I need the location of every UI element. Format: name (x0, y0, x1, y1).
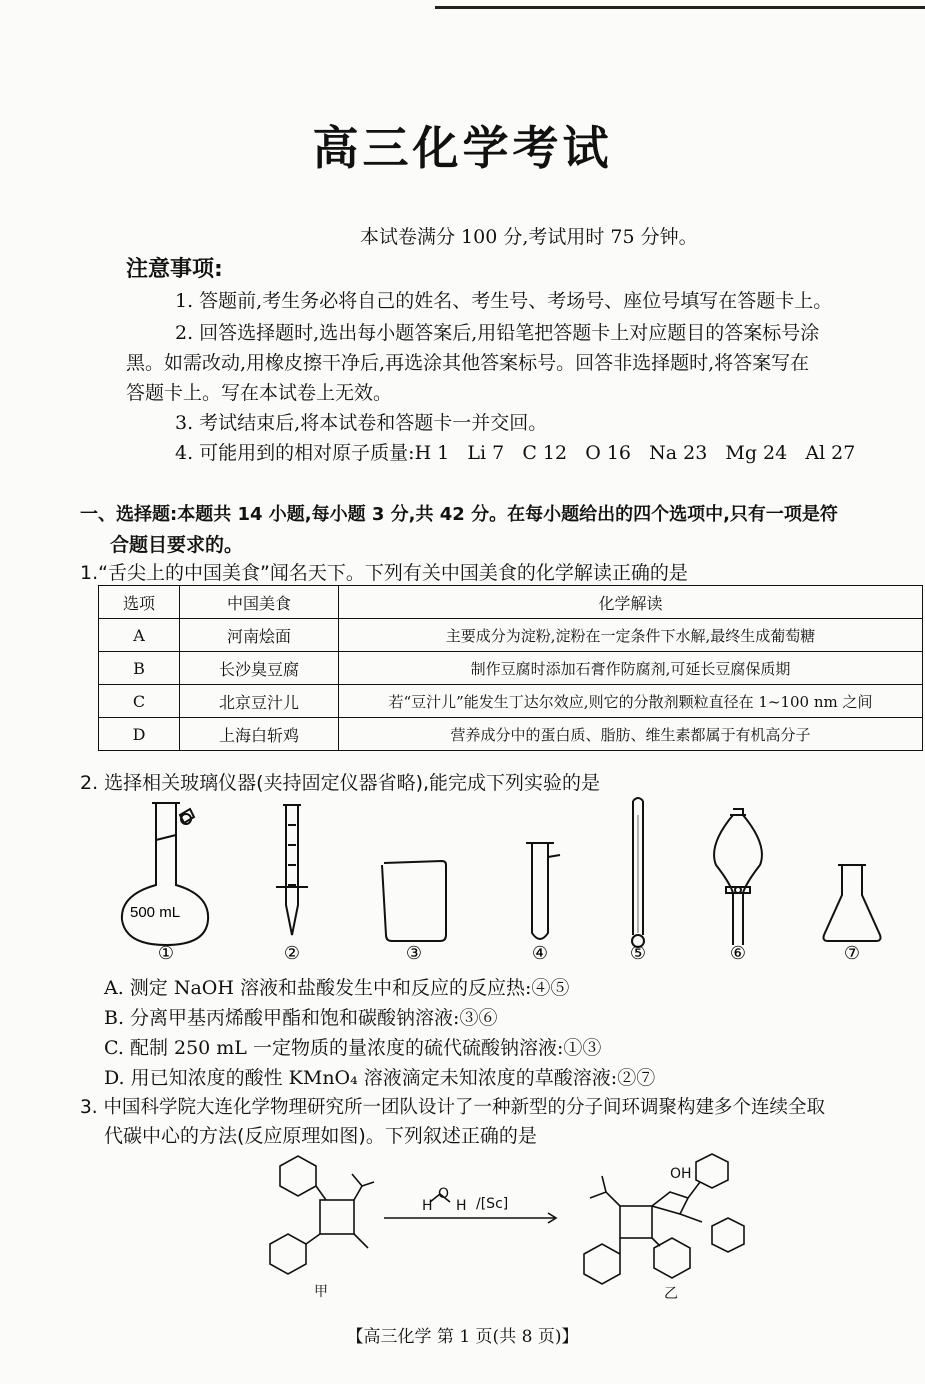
table-cell-option: C (99, 685, 180, 718)
table-cell-interpretation: 制作豆腐时添加石膏作防腐剂,可延长豆腐保质期 (339, 652, 923, 685)
table-header-row (99, 586, 923, 619)
apparatus-number-6: ⑥ (729, 943, 747, 964)
table-cell-food: 北京豆汁儿 (180, 685, 339, 718)
table-cell-food: 长沙臭豆腐 (180, 652, 339, 685)
question-1-table (98, 585, 923, 751)
flask-volume-label: 500 mL (130, 904, 181, 921)
reaction-scheme (250, 1148, 770, 1308)
question-2-stem: 2. 选择相关玻璃仪器(夹持固定仪器省略),能完成下列实验的是 (80, 772, 601, 794)
product-label: 乙 (664, 1286, 678, 1302)
table-header-option: 选项 (99, 586, 180, 619)
apparatus-number-2: ② (283, 943, 301, 964)
notice-line-2: 2. 回答选择题时,选出每小题答案后,用铅笔把答题卡上对应题目的答案标号涂 (175, 322, 820, 344)
notice-line-4: 答题卡上。写在本试卷上无效。 (126, 382, 393, 404)
table-cell-option: B (99, 652, 180, 685)
exam-title: 高三化学考试 (312, 121, 613, 175)
beaker-icon (382, 861, 446, 941)
thermometer-icon (632, 798, 644, 947)
notice-line-1: 1. 答题前,考生务必将自己的姓名、考生号、考场号、座位号填写在答题卡上。 (175, 290, 833, 312)
conical-flask-icon (824, 865, 881, 941)
table-cell-food: 上海白斩鸡 (180, 718, 339, 751)
question-1-stem: 1.“舌尖上的中国美食”闻名天下。下列有关中国美食的化学解读正确的是 (80, 562, 688, 584)
table-cell-option: A (99, 619, 180, 652)
volumetric-flask-icon (122, 803, 208, 945)
notice-line-3: 黑。如需改动,用橡皮擦干净后,再选涂其他答案标号。回答非选择题时,将答案写在 (126, 352, 810, 374)
notice-heading: 注意事项: (126, 257, 223, 282)
section-heading-line-2: 合题目要求的。 (110, 534, 244, 556)
product-hydroxyl: OH (670, 1166, 692, 1182)
table-cell-food: 河南烩面 (180, 619, 339, 652)
apparatus-number-3: ③ (405, 943, 423, 964)
question-2-option-c: C. 配制 250 mL 一定物质的量浓度的硫代硫酸钠溶液:①③ (104, 1037, 602, 1059)
question-2-option-d: D. 用已知浓度的酸性 KMnO₄ 溶液滴定未知浓度的草酸溶液:②⑦ (104, 1067, 656, 1089)
notice-line-5: 3. 考试结束后,将本试卷和答题卡一并交回。 (175, 412, 548, 434)
separatory-funnel-icon (714, 809, 762, 945)
acid-burette-icon (276, 805, 308, 935)
table-row (99, 619, 923, 652)
table-cell-interpretation: 营养成分中的蛋白质、脂肪、维生素都属于有机高分子 (339, 718, 923, 751)
table-cell-interpretation: 若“豆汁儿”能发生丁达尔效应,则它的分散剂颗粒直径在 1~100 nm 之间 (339, 685, 923, 718)
top-border-line (435, 6, 925, 9)
side-arm-test-tube-icon (526, 843, 560, 939)
reactant-label: 甲 (314, 1284, 328, 1300)
table-row (99, 718, 923, 751)
question-3-stem-line-1: 3. 中国科学院大连化学物理研究所一团队设计了一种新型的分子间环调聚构建多个连续全取 (80, 1097, 826, 1118)
product-structure (584, 1154, 744, 1284)
question-2-option-b: B. 分离甲基丙烯酸甲酯和饱和碳酸钠溶液:③⑥ (104, 1007, 498, 1029)
reactant-structure (270, 1156, 374, 1274)
glassware-illustration (90, 795, 910, 965)
reagent-oxygen: O (438, 1186, 450, 1202)
apparatus-number-4: ④ (531, 943, 549, 964)
page-footer: 【高三化学 第 1 页(共 8 页)】 (346, 1327, 579, 1347)
table-cell-option: D (99, 718, 180, 751)
table-header-food: 中国美食 (180, 586, 339, 619)
reagent-h-right: H (456, 1198, 467, 1214)
table-row (99, 685, 923, 718)
apparatus-number-7: ⑦ (843, 943, 861, 964)
table-header-interpretation: 化学解读 (339, 586, 923, 619)
section-heading-line-1: 一、选择题:本题共 14 小题,每小题 3 分,共 42 分。在每小题给出的四个选项中,只有一项是符 (80, 504, 838, 525)
notice-line-6: 4. 可能用到的相对原子质量:H 1 Li 7 C 12 O 16 Na 23 Mg 24 Al 27 (175, 442, 856, 464)
apparatus-number-1: ① (157, 943, 175, 964)
exam-subtitle: 本试卷满分 100 分,考试用时 75 分钟。 (360, 226, 698, 248)
question-2-option-a: A. 测定 NaOH 溶液和盐酸发生中和反应的反应热:④⑤ (104, 977, 570, 999)
apparatus-number-5: ⑤ (629, 943, 647, 964)
section-heading (80, 500, 925, 560)
table-cell-interpretation: 主要成分为淀粉,淀粉在一定条件下水解,最终生成葡萄糖 (339, 619, 923, 652)
table-row (99, 652, 923, 685)
question-3-stem-line-2: 代碳中心的方法(反应原理如图)。下列叙述正确的是 (104, 1125, 537, 1147)
reagent-catalyst: /[Sc] (476, 1196, 509, 1212)
reagent-h-left: H (422, 1198, 433, 1214)
